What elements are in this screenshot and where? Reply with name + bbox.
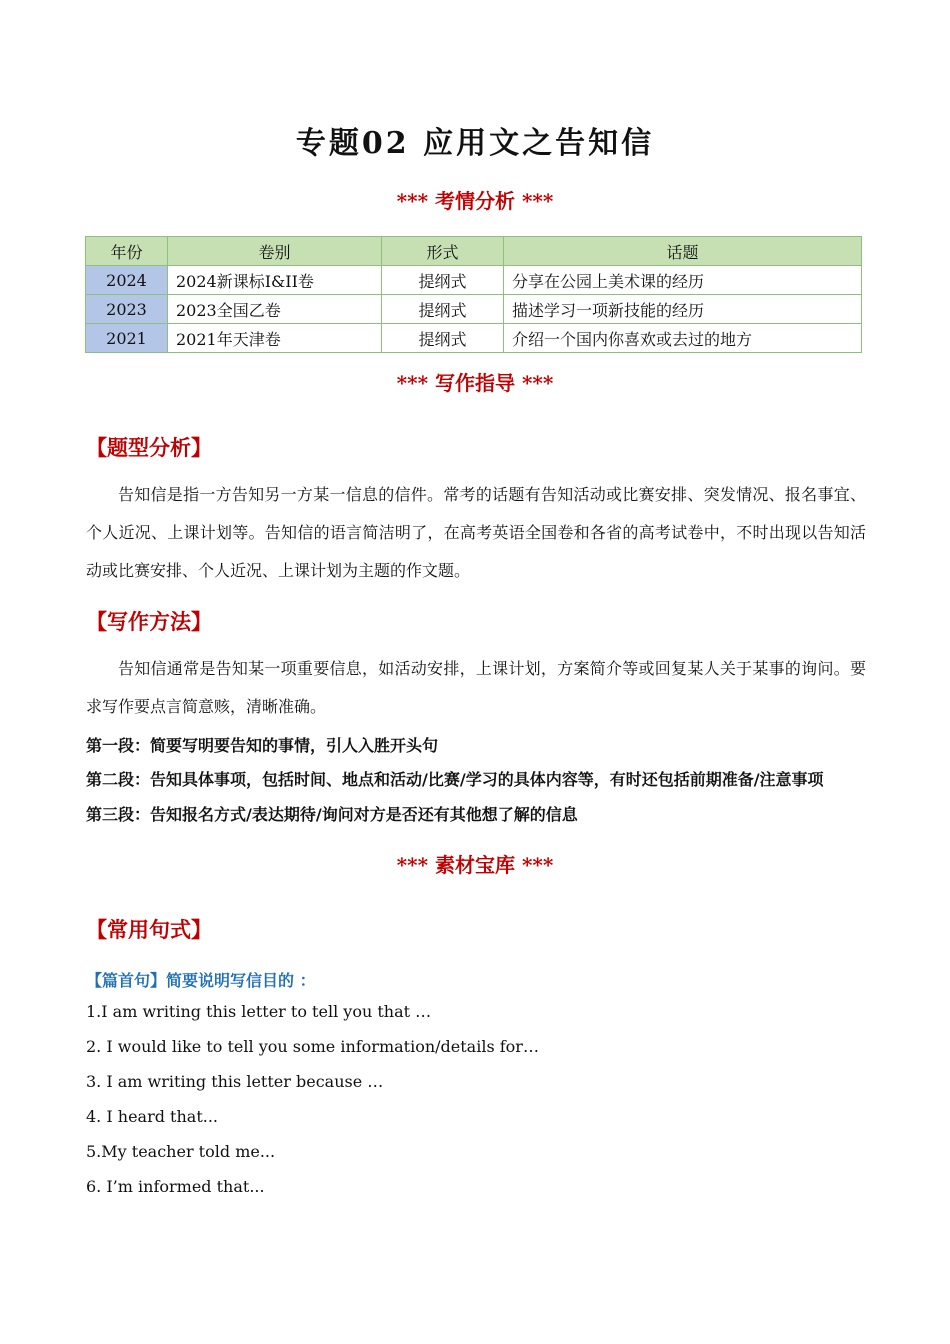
cell-year: 2024 (86, 266, 168, 295)
cell-paper: 2021年天津卷 (168, 324, 382, 353)
step-paragraph-2: 第二段：告知具体事项，包括时间、地点和活动/比赛/学习的具体内容等，有时还包括前期准备/注意事项 (86, 770, 824, 789)
page-title: 专题02 应用文之告知信 (295, 126, 655, 161)
list-item: 2. I would like to tell you some information/details for… (86, 1037, 539, 1056)
cell-format: 提纲式 (382, 266, 504, 295)
heading-writing-method: 【写作方法】 (86, 609, 212, 634)
banner-materials: *** 素材宝库 *** (396, 853, 554, 877)
table-row (86, 295, 862, 324)
list-item: 3. I am writing this letter because … (86, 1072, 384, 1091)
banner-exam-analysis: *** 考情分析 *** (396, 189, 554, 213)
cell-year: 2023 (86, 295, 168, 324)
paragraph-writing-method: 告知信通常是告知某一项重要信息，如活动安排，上课计划，方案简介等或回复某人关于某事的询问。要求写作要点言简意赅，清晰准确。 (86, 659, 866, 716)
cell-paper: 2023全国乙卷 (168, 295, 382, 324)
heading-type-analysis: 【题型分析】 (86, 435, 212, 460)
step-paragraph-1: 第一段：简要写明要告知的事情，引人入胜开头句 (86, 736, 439, 755)
table-header-row (86, 237, 862, 266)
header-topic: 话题 (504, 237, 862, 266)
cell-topic: 描述学习一项新技能的经历 (504, 295, 862, 324)
paragraph-type-analysis: 告知信是指一方告知另一方某一信息的信件。常考的话题有告知活动或比赛安排、突发情况、报名事宜、个人近况、上课计划等。告知信的语言简洁明了，在高考英语全国卷和各省的高考试卷中，不时出现以告知活动或比赛安排、个人近况、上课计划为主题的作文题。 (86, 485, 866, 580)
header-paper: 卷别 (168, 237, 382, 266)
list-item: 6. I’m informed that... (86, 1177, 265, 1196)
cell-format: 提纲式 (382, 324, 504, 353)
list-item: 5.My teacher told me... (86, 1142, 276, 1161)
header-format: 形式 (382, 237, 504, 266)
cell-format: 提纲式 (382, 295, 504, 324)
list-item: 4. I heard that... (86, 1107, 219, 1126)
list-item: 1.I am writing this letter to tell you that … (86, 1002, 432, 1021)
step-paragraph-3: 第三段：告知报名方式/表达期待/询问对方是否还有其他想了解的信息 (86, 805, 578, 824)
exam-table (85, 236, 862, 353)
header-year: 年份 (86, 237, 168, 266)
table-row (86, 324, 862, 353)
cell-paper: 2024新课标I&II卷 (168, 266, 382, 295)
heading-common-sentences: 【常用句式】 (86, 917, 212, 942)
table-row (86, 266, 862, 295)
cell-year: 2021 (86, 324, 168, 353)
cell-topic: 分享在公园上美术课的经历 (504, 266, 862, 295)
cell-topic: 介绍一个国内你喜欢或去过的地方 (504, 324, 862, 353)
subheading-opening-sentence: 【篇首句】简要说明写信目的 ： (86, 971, 316, 990)
banner-writing-guide: *** 写作指导 *** (396, 371, 554, 395)
